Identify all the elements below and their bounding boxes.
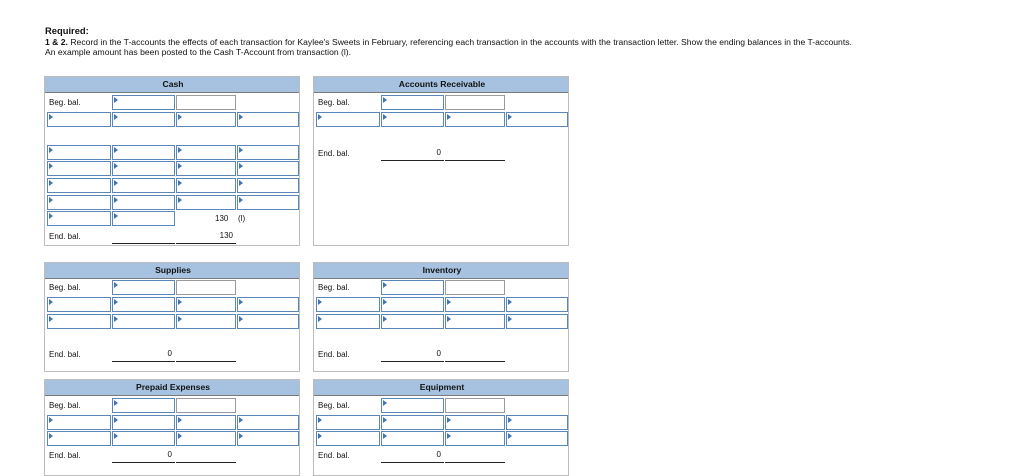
t-account-equipment	[313, 379, 569, 476]
inventory-end-bal-label: End. bal.	[318, 350, 350, 359]
prepaid-end-debit-cell	[112, 448, 175, 463]
equipment-end-bal-label: End. bal.	[318, 451, 350, 460]
equipment-beg-bal-label: Beg. bal.	[318, 401, 350, 410]
ar-end-credit	[445, 146, 505, 161]
equipment-ref-input-2[interactable]	[316, 431, 380, 446]
cash-ref-input-6[interactable]	[47, 211, 111, 226]
cash-credit-input-2[interactable]	[176, 145, 236, 160]
cash-ref2-input-3[interactable]	[237, 161, 299, 176]
prepaid-ref2-input-2[interactable]	[237, 431, 299, 446]
instructions	[45, 26, 1020, 58]
cash-ref2-input-4[interactable]	[237, 178, 299, 193]
required-label: Required:	[45, 25, 89, 36]
cash-beg-bal-label: Beg. bal.	[49, 98, 81, 107]
supplies-debit-input-1[interactable]	[112, 297, 175, 312]
inventory-ref2-input-1[interactable]	[506, 297, 568, 312]
cash-end-debit	[112, 229, 175, 244]
prepaid-ref2-input-1[interactable]	[237, 415, 299, 430]
part-label: 1 & 2.	[45, 36, 68, 47]
equipment-beg-credit-input[interactable]	[445, 398, 505, 413]
inventory-beg-credit-input[interactable]	[445, 280, 505, 295]
cash-ref-input-3[interactable]	[47, 161, 111, 176]
equipment-ref-input-1[interactable]	[316, 415, 380, 430]
cash-ref2-input-2[interactable]	[237, 145, 299, 160]
cash-end-bal-label: End. bal.	[49, 232, 81, 241]
equipment-beg-debit-input[interactable]	[381, 398, 444, 413]
prepaid-beg-debit-input[interactable]	[112, 398, 175, 413]
equipment-end-debit: 0	[436, 450, 441, 459]
cash-example-ref: (l)	[238, 214, 246, 223]
ar-debit-input-1[interactable]	[381, 112, 444, 127]
equipment-credit-input-2[interactable]	[445, 431, 505, 446]
cash-debit-input-3[interactable]	[112, 161, 175, 176]
cash-debit-input-1[interactable]	[112, 112, 175, 127]
cash-example-amount: 130	[215, 214, 229, 223]
supplies-end-debit-cell	[112, 347, 175, 362]
instruction-text-1: Record in the T-accounts the effects of each transaction for Kaylee's Sweets in February, referencing each transaction in the accounts with the transaction letter. Show the ending balances in the T-accounts.	[70, 36, 852, 47]
ar-end-debit-cell	[381, 146, 444, 161]
cash-credit-input-5[interactable]	[176, 195, 236, 210]
cash-title: Cash	[45, 77, 300, 93]
inventory-beg-bal-label: Beg. bal.	[318, 283, 350, 292]
cash-end-credit: 130	[219, 231, 233, 240]
inventory-end-credit	[445, 347, 505, 362]
instruction-line-1	[45, 37, 1020, 48]
ar-title: Accounts Receivable	[314, 77, 569, 93]
supplies-title: Supplies	[45, 263, 300, 279]
prepaid-credit-input-1[interactable]	[176, 415, 236, 430]
cash-ref2-input-1[interactable]	[237, 112, 299, 127]
equipment-end-debit-cell	[381, 448, 444, 463]
t-account-cash	[44, 76, 300, 246]
inventory-ref-input-1[interactable]	[316, 297, 380, 312]
equipment-debit-input-1[interactable]	[381, 415, 444, 430]
equipment-ref2-input-2[interactable]	[506, 431, 568, 446]
cash-credit-input-1[interactable]	[176, 112, 236, 127]
inventory-debit-input-2[interactable]	[381, 314, 444, 329]
supplies-end-debit: 0	[167, 349, 172, 358]
supplies-end-bal-label: End. bal.	[49, 350, 81, 359]
ar-credit-input-1[interactable]	[445, 112, 505, 127]
prepaid-ref-input-1[interactable]	[47, 415, 111, 430]
prepaid-debit-input-2[interactable]	[112, 431, 175, 446]
inventory-end-debit-cell	[381, 347, 444, 362]
prepaid-end-credit	[176, 448, 236, 463]
t-account-supplies	[44, 262, 300, 372]
ar-end-debit: 0	[436, 148, 441, 157]
cash-debit-input-6[interactable]	[112, 211, 175, 226]
cash-ref-input-5[interactable]	[47, 195, 111, 210]
supplies-debit-input-2[interactable]	[112, 314, 175, 329]
prepaid-debit-input-1[interactable]	[112, 415, 175, 430]
inventory-beg-debit-input[interactable]	[381, 280, 444, 295]
t-account-prepaid-expenses	[44, 379, 300, 476]
equipment-credit-input-1[interactable]	[445, 415, 505, 430]
cash-credit-input-4[interactable]	[176, 178, 236, 193]
equipment-end-credit	[445, 448, 505, 463]
inventory-credit-input-1[interactable]	[445, 297, 505, 312]
supplies-beg-bal-label: Beg. bal.	[49, 283, 81, 292]
supplies-ref-input-1[interactable]	[47, 297, 111, 312]
supplies-ref-input-2[interactable]	[47, 314, 111, 329]
cash-credit-input-3[interactable]	[176, 161, 236, 176]
prepaid-end-debit: 0	[167, 450, 172, 459]
inventory-ref-input-2[interactable]	[316, 314, 380, 329]
equipment-ref2-input-1[interactable]	[506, 415, 568, 430]
inventory-debit-input-1[interactable]	[381, 297, 444, 312]
ar-beg-bal-label: Beg. bal.	[318, 98, 350, 107]
ar-beg-debit-input[interactable]	[381, 95, 444, 110]
cash-end-credit-cell	[176, 229, 236, 244]
ar-ref-input-1[interactable]	[316, 112, 380, 127]
ar-end-bal-label: End. bal.	[318, 149, 350, 158]
cash-debit-input-5[interactable]	[112, 195, 175, 210]
t-account-accounts-receivable	[313, 76, 569, 246]
supplies-beg-debit-input[interactable]	[112, 280, 175, 295]
instruction-line-2: An example amount has been posted to the Cash T-Account from transaction (l).	[45, 47, 352, 57]
inventory-end-debit: 0	[436, 349, 441, 358]
ar-beg-credit-input[interactable]	[445, 95, 505, 110]
cash-ref-input-2[interactable]	[47, 145, 111, 160]
prepaid-beg-credit-input[interactable]	[176, 398, 236, 413]
prepaid-credit-input-2[interactable]	[176, 431, 236, 446]
supplies-credit-input-2[interactable]	[176, 314, 236, 329]
inventory-credit-input-2[interactable]	[445, 314, 505, 329]
equipment-debit-input-2[interactable]	[381, 431, 444, 446]
supplies-ref2-input-1[interactable]	[237, 297, 299, 312]
cash-ref2-input-5[interactable]	[237, 195, 299, 210]
cash-beg-credit-input[interactable]	[176, 95, 236, 110]
cash-ref-input-1[interactable]	[47, 112, 111, 127]
supplies-beg-credit-input[interactable]	[176, 280, 236, 295]
cash-beg-debit-input[interactable]	[112, 95, 175, 110]
supplies-credit-input-1[interactable]	[176, 297, 236, 312]
supplies-ref2-input-2[interactable]	[237, 314, 299, 329]
cash-debit-input-2[interactable]	[112, 145, 175, 160]
cash-debit-input-4[interactable]	[112, 178, 175, 193]
supplies-end-credit	[176, 347, 236, 362]
inventory-ref2-input-2[interactable]	[506, 314, 568, 329]
prepaid-ref-input-2[interactable]	[47, 431, 111, 446]
cash-ref-input-4[interactable]	[47, 178, 111, 193]
ar-ref2-input-1[interactable]	[506, 112, 568, 127]
inventory-title: Inventory	[314, 263, 569, 279]
prepaid-beg-bal-label: Beg. bal.	[49, 401, 81, 410]
t-account-inventory	[313, 262, 569, 372]
prepaid-end-bal-label: End. bal.	[49, 451, 81, 460]
prepaid-title: Prepaid Expenses	[45, 380, 300, 396]
equipment-title: Equipment	[314, 380, 569, 396]
